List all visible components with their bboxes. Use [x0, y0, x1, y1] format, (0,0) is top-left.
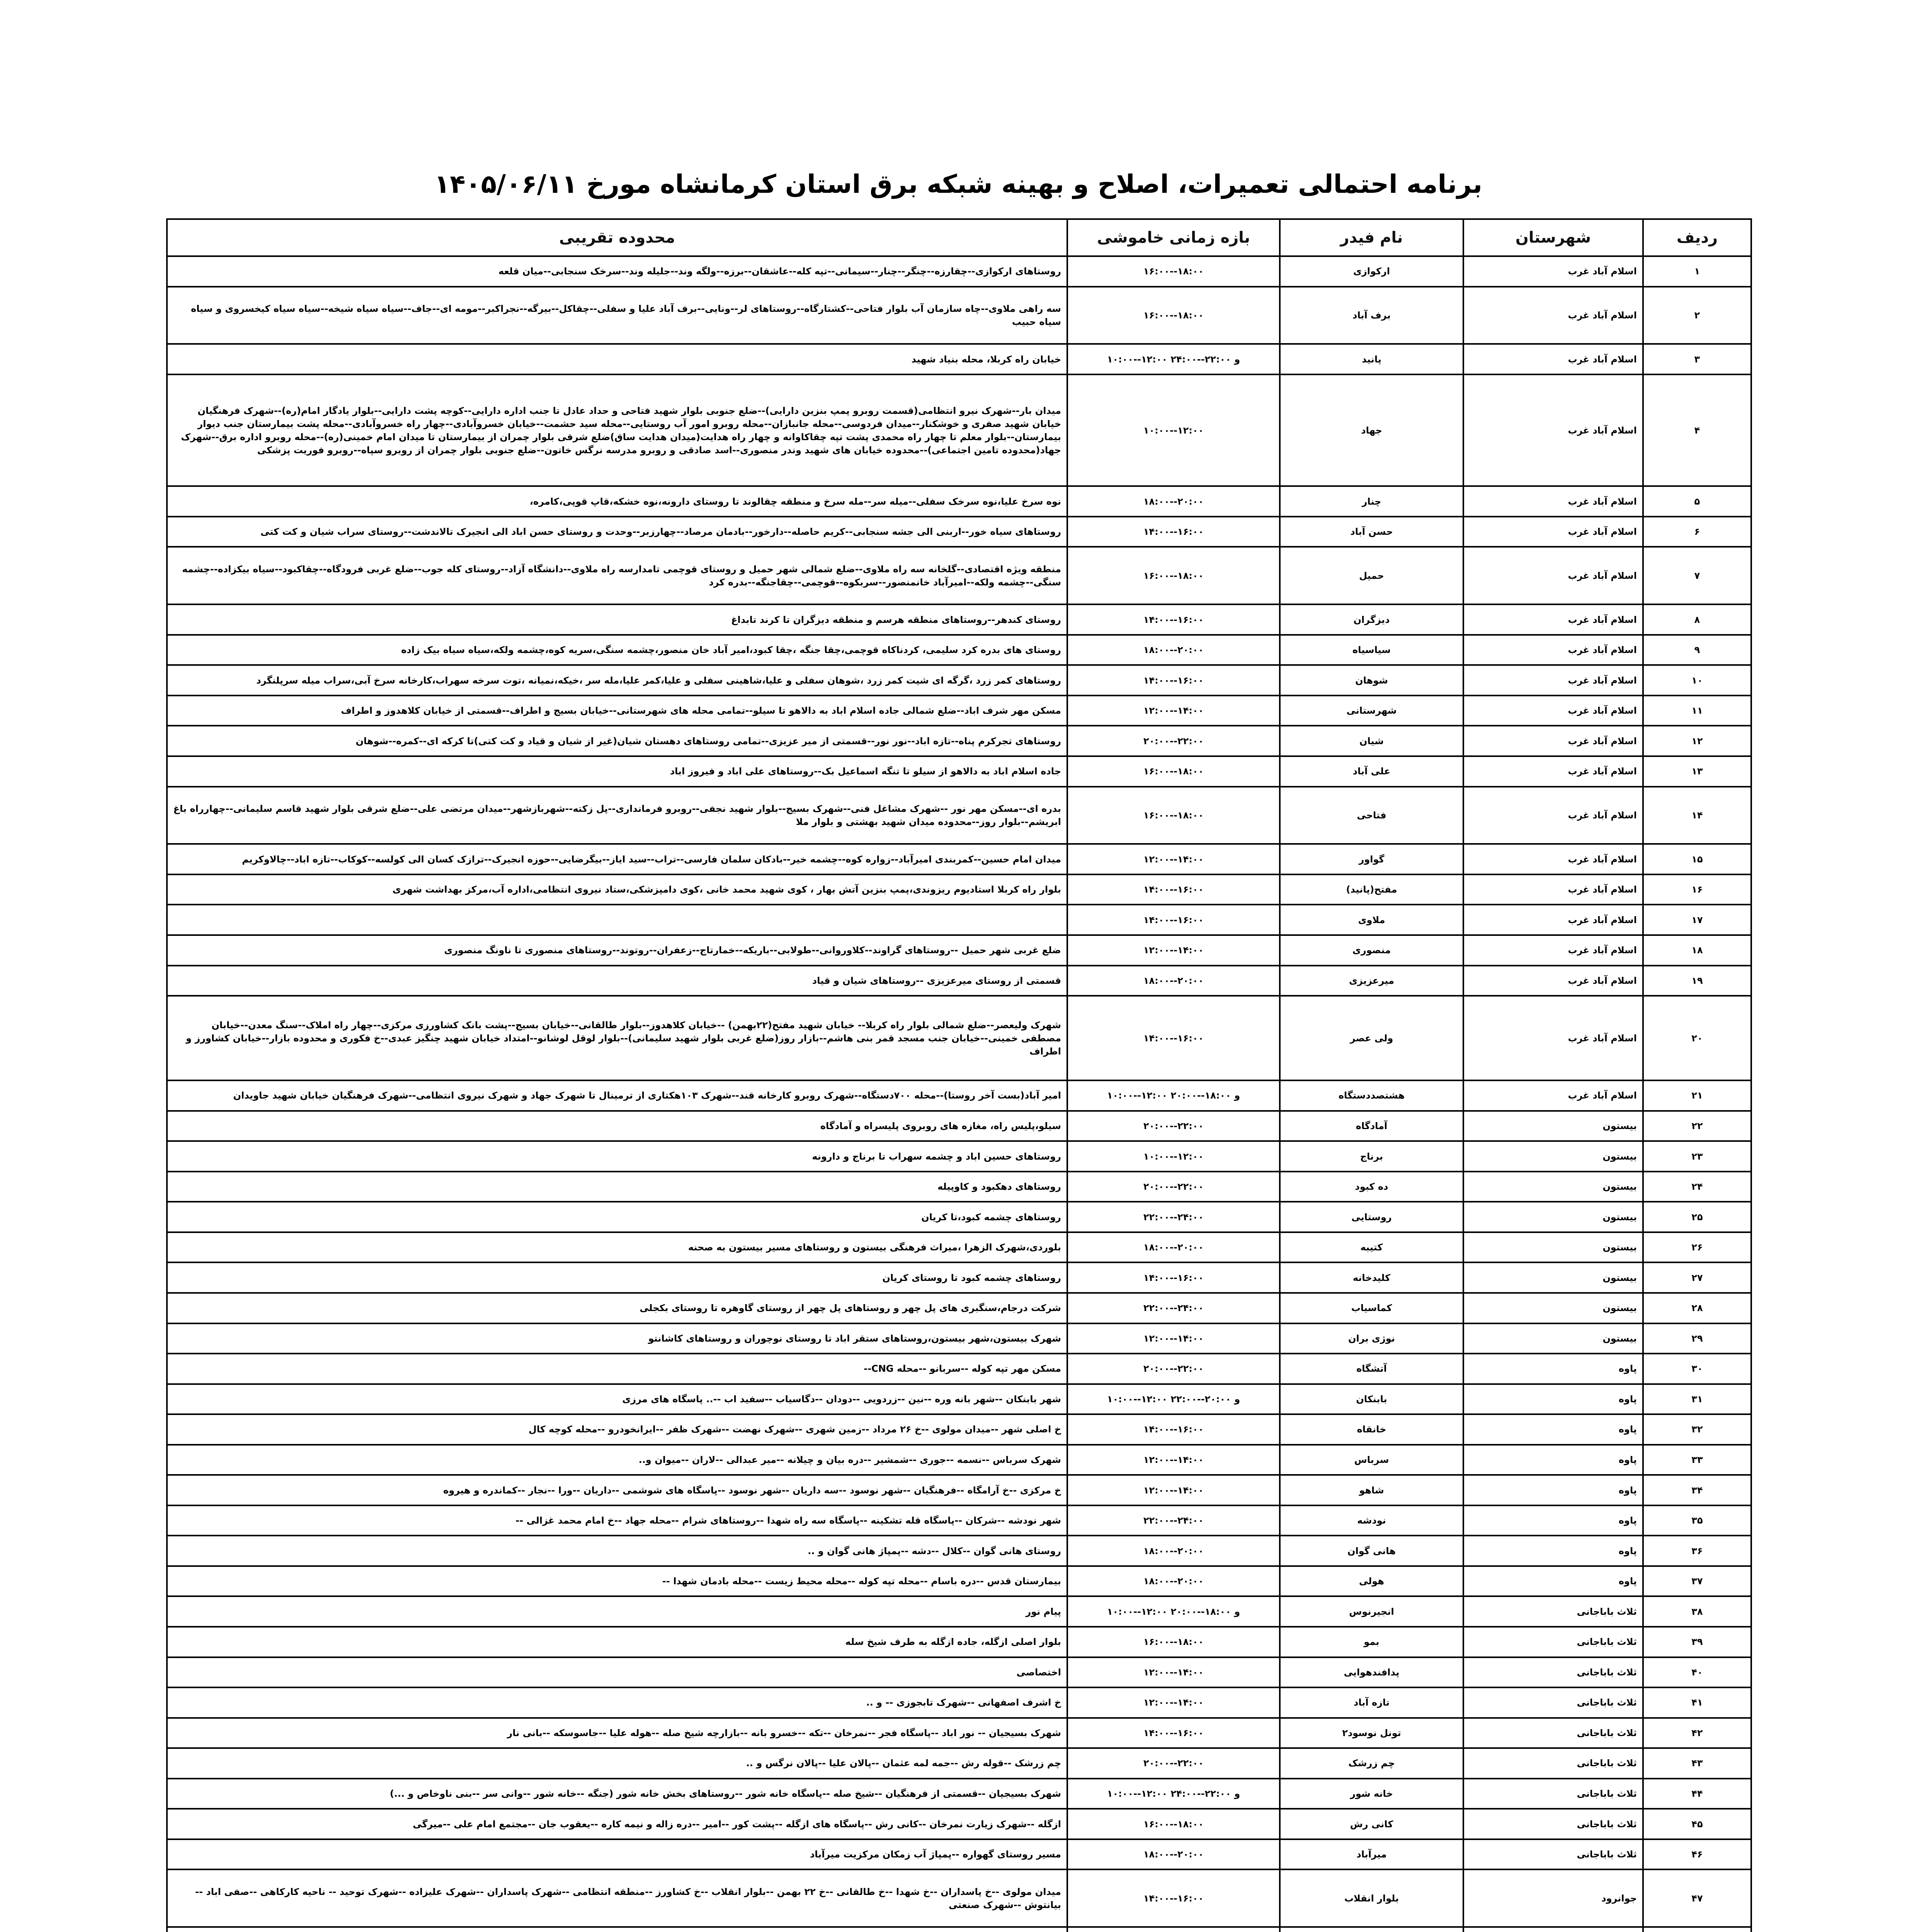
table-body: [167, 256, 1751, 1932]
table-row: [167, 1141, 1751, 1172]
area-cell: بلوردی،شهرک الزهرا ،میراث فرهنگی بیستون و روستاهای مسیر بیستون به صحنه: [167, 1232, 1067, 1263]
outage-time-cell: ۲۲:۰۰--۲۴:۰۰: [1067, 1202, 1280, 1232]
area-cell: خ اشرف اصفهانی --شهرک تابجوزی -- و ..: [167, 1687, 1067, 1718]
table-row: [167, 1354, 1751, 1384]
county-cell: اسلام آباد غرب: [1463, 787, 1643, 844]
feeder-cell: خانه شور: [1280, 1779, 1463, 1809]
area-cell: میدان امام حسین--کمربندی امیرآباد--زواره کوه--چشمه خیر--بادکان سلمان فارسی--تراب--سید ایاز--بیگرضایی--حوزه انجیرک--ترازک کسان الی کولسه--کوکاب--تازه اباد--چالاوکریم: [167, 844, 1067, 874]
table-row: [167, 1927, 1751, 1932]
row-number-cell: ۳۵: [1643, 1505, 1751, 1536]
county-cell: اسلام آباد غرب: [1463, 905, 1643, 935]
table-row: [167, 1323, 1751, 1354]
county-cell: اسلام آباد غرب: [1463, 374, 1643, 486]
table-row: [167, 844, 1751, 874]
area-cell: میدان مولوی --خ پاسداران --خ شهدا --خ طالقانی --خ ۲۲ بهمن --بلوار انقلاب --خ کشاورز --منطقه انتظامی --شهرک پاسداران --شهرک علیزاده --شهرک توحید -- ناحیه کارکاهی --صفی اباد --بیانتوش --شهرک صنعتی: [167, 1869, 1067, 1927]
county-cell: ثلاث باباجانی: [1463, 1779, 1643, 1809]
area-cell: سه راهی ملاوی--چاه سازمان آب بلوار فتاحی--کشتارگاه--روستاهای لر--ونایی--برف آباد علیا و سفلی--چقاکل--بیرگه--نجراکبر--مومه ای--جاف--سیاه سیاه شیخه--سیاه سیاه کیخسروی و سیاه سیاه حبیب: [167, 287, 1067, 344]
row-number-cell: ۱۱: [1643, 696, 1751, 726]
table-row: [167, 935, 1751, 966]
area-cell: روستاهای حسین اباد و چشمه سهراب تا برناج و دارونه: [167, 1141, 1067, 1172]
area-cell: روستاهای چشمه کبود،تا کریان: [167, 1202, 1067, 1232]
feeder-cell: ارکوازی: [1280, 256, 1463, 287]
county-cell: بیستون: [1463, 1141, 1643, 1172]
row-number-cell: ۴۵: [1643, 1809, 1751, 1839]
county-cell: پاوه: [1463, 1566, 1643, 1597]
row-number-cell: ۳۶: [1643, 1536, 1751, 1566]
county-cell: اسلام آباد غرب: [1463, 665, 1643, 696]
outage-time-cell: ۱۸:۰۰--۲۰:۰۰: [1067, 1536, 1280, 1566]
table-row: [167, 256, 1751, 287]
row-number-cell: ۳۳: [1643, 1445, 1751, 1475]
feeder-cell: چم زرشک: [1280, 1748, 1463, 1779]
outage-time-cell: ۱۸:۰۰--۲۰:۰۰: [1067, 486, 1280, 517]
area-cell: روستاهای کمر زرد ،گرگه ای شیت کمر زرد ،شوهان سفلی و علیا،شاهینی سفلی و علیا،کمر علیا،مله سر ،خیکه،نمیانه ،توت سرخه سهراب،کارخانه سرخ آبی،سراب میله سرپلنگرد: [167, 665, 1067, 696]
county-cell: بیستون: [1463, 1293, 1643, 1323]
outage-time-cell: ۲۰:۰۰--۲۲:۰۰: [1067, 1172, 1280, 1202]
area-cell: ازگله --شهرک زیارت نمرخان --کانی رش --پاسگاه های ازگله --پشت کور --امیر --دره زاله و نیمه کاره --یعقوب جان --مجتمع امام علی --میرگی: [167, 1809, 1067, 1839]
row-number-cell: ۴۷: [1643, 1869, 1751, 1927]
feeder-cell: بلوار انقلاب: [1280, 1869, 1463, 1927]
outage-time-cell: ۲۰:۰۰--۲۲:۰۰: [1067, 1354, 1280, 1384]
table-row: [167, 1718, 1751, 1748]
feeder-cell: شهرستانی: [1280, 696, 1463, 726]
row-number-cell: ۴۶: [1643, 1839, 1751, 1870]
outage-time-cell: ۱۲:۰۰--۱۴:۰۰: [1067, 1657, 1280, 1688]
table-row: [167, 1627, 1751, 1657]
county-cell: پاوه: [1463, 1384, 1643, 1415]
area-cell: روستای کندهر--روستاهای منطقه هرسم و منطقه دیزگران تا کرند تابداغ: [167, 604, 1067, 635]
feeder-cell: ده کبود: [1280, 1172, 1463, 1202]
feeder-cell: هولی: [1280, 1566, 1463, 1597]
outage-time-cell: ۱۰:۰۰--۱۲:۰۰: [1067, 1141, 1280, 1172]
county-cell: اسلام آباد غرب: [1463, 844, 1643, 874]
area-cell: شهرک بسیجیان --قسمتی از فرهنگیان --شیخ صله --پاسگاه خانه شور --روستاهای بخش خانه شور (جنگه --خانه شور --وانی سر --بنی ناوخاص و ...): [167, 1779, 1067, 1809]
county-cell: [1463, 1927, 1643, 1932]
feeder-cell: جهاد: [1280, 374, 1463, 486]
outage-time-cell: ۱۴:۰۰--۱۶:۰۰: [1067, 604, 1280, 635]
row-number-cell: ۸: [1643, 604, 1751, 635]
row-number-cell: ۴۳: [1643, 1748, 1751, 1779]
feeder-cell: شاهو: [1280, 1475, 1463, 1505]
table-row: [167, 1080, 1751, 1111]
row-number-cell: ۱۲: [1643, 726, 1751, 756]
county-cell: بیستون: [1463, 1232, 1643, 1263]
area-cell: [167, 1927, 1067, 1932]
county-cell: پاوه: [1463, 1475, 1643, 1505]
feeder-cell: منصوری: [1280, 935, 1463, 966]
area-cell: منطقه ویژه اقتصادی--گلخانه سه راه ملاوی--ضلع شمالی شهر حمیل و روستای قوچمی تامدارسه راه ملاوی--دانشگاه آزاد--روستای کله جوب--ضلع غربی فرودگاه--چقاکبود--سیاه بیکزاده--چشمه سنگی--چشمه ولکه--امیرآباد خانمنصور--سربکوه--قوچمی--چقاجنگه--بدره کرد: [167, 547, 1067, 604]
outage-time-cell: ۲۰:۰۰--۲۲:۰۰: [1067, 1748, 1280, 1779]
feeder-cell: گواور: [1280, 844, 1463, 874]
table-row: [167, 547, 1751, 604]
county-cell: اسلام آباد غرب: [1463, 635, 1643, 665]
outage-time-cell: ۱۶:۰۰--۱۸:۰۰: [1067, 256, 1280, 287]
outage-time-cell: ۱۲:۰۰--۱۴:۰۰: [1067, 1475, 1280, 1505]
table-row: [167, 1869, 1751, 1927]
outage-time-cell: [1067, 1927, 1280, 1932]
outage-time-cell: ۱۶:۰۰--۱۸:۰۰: [1067, 787, 1280, 844]
county-cell: اسلام آباد غرب: [1463, 344, 1643, 374]
row-number-cell: ۶: [1643, 517, 1751, 547]
table-row: [167, 287, 1751, 344]
feeder-cell: آتشگاه: [1280, 1354, 1463, 1384]
table-row: [167, 1172, 1751, 1202]
county-cell: اسلام آباد غرب: [1463, 604, 1643, 635]
outage-time-cell: ۱۰:۰۰--۱۲:۰۰ و ۲۰:۰۰--۲۲:۰۰: [1067, 1384, 1280, 1415]
outage-time-cell: ۱۰:۰۰--۱۲:۰۰ و ۲۲:۰۰--۲۴:۰۰: [1067, 1779, 1280, 1809]
table-row: [167, 1687, 1751, 1718]
area-cell: شهر بابنکان --شهر بانه وره --نین --زردویی --دودان --دگاسیاب --سفید اب --.. پاسگاه های مرزی: [167, 1384, 1067, 1415]
table-row: [167, 696, 1751, 726]
outage-time-cell: ۱۴:۰۰--۱۶:۰۰: [1067, 665, 1280, 696]
feeder-cell: [1280, 1927, 1463, 1932]
row-number-cell: ۴۲: [1643, 1718, 1751, 1748]
table-row: [167, 996, 1751, 1080]
outage-time-cell: ۱۲:۰۰--۱۴:۰۰: [1067, 1445, 1280, 1475]
outage-time-cell: ۱۸:۰۰--۲۰:۰۰: [1067, 1232, 1280, 1263]
column-header-county: شهرستان: [1463, 219, 1643, 256]
county-cell: اسلام آباد غرب: [1463, 726, 1643, 756]
feeder-cell: دیزگران: [1280, 604, 1463, 635]
area-cell: شهرک سرباس --نسمه --جوری --شمشیر --دره بیان و چیلانه --میر عبدالی --لاران --میوان و..: [167, 1445, 1067, 1475]
county-cell: جوانرود: [1463, 1869, 1643, 1927]
row-number-cell: ۲۸: [1643, 1293, 1751, 1323]
table-row: [167, 1536, 1751, 1566]
area-cell: [167, 905, 1067, 935]
row-number-cell: ۳۰: [1643, 1354, 1751, 1384]
row-number-cell: ۳۹: [1643, 1627, 1751, 1657]
table-row: [167, 1809, 1751, 1839]
outage-time-cell: ۱۰:۰۰--۱۲:۰۰ و ۱۸:۰۰--۲۰:۰۰: [1067, 1596, 1280, 1627]
feeder-cell: چنار: [1280, 486, 1463, 517]
outage-time-cell: ۱۶:۰۰--۱۸:۰۰: [1067, 1809, 1280, 1839]
county-cell: اسلام آباد غرب: [1463, 696, 1643, 726]
feeder-cell: کانی رش: [1280, 1809, 1463, 1839]
feeder-cell: هانی گوان: [1280, 1536, 1463, 1566]
county-cell: ثلاث باباجانی: [1463, 1748, 1643, 1779]
area-cell: شهرک بسیجیان -- نور اباد --پاسگاه فجر --نمرخان --تکه --خسرو بانه --بازارچه شیخ صله --هوله علیا --جاسوسکه --بانی نار: [167, 1718, 1067, 1748]
row-number-cell: ۲۰: [1643, 996, 1751, 1080]
outage-time-cell: ۱۴:۰۰--۱۶:۰۰: [1067, 1718, 1280, 1748]
outage-time-cell: ۱۶:۰۰--۱۸:۰۰: [1067, 756, 1280, 787]
table-row: [167, 344, 1751, 374]
outage-time-cell: ۱۴:۰۰--۱۶:۰۰: [1067, 905, 1280, 935]
area-cell: پیام نور: [167, 1596, 1067, 1627]
area-cell: روستاهای سیاه خور--اربنی الی جشه سنجابی--کریم حاصله--دارخور--بادمان مرصاد--چهارزبر--وحدت و روستای حسن اباد الی انجیرک تالاندشت--روستای سراب شیان و کت کتی: [167, 517, 1067, 547]
area-cell: مسکن مهر تپه کوله --سربانو --محله CNG--: [167, 1354, 1067, 1384]
county-cell: پاوه: [1463, 1354, 1643, 1384]
area-cell: اختصاصی: [167, 1657, 1067, 1688]
area-cell: روستاهای چشمه کبود تا روستای کریان: [167, 1262, 1067, 1293]
feeder-cell: انجیرنوس: [1280, 1596, 1463, 1627]
feeder-cell: بابنکان: [1280, 1384, 1463, 1415]
outage-time-cell: ۱۰:۰۰--۱۲:۰۰ و ۱۸:۰۰--۲۰:۰۰: [1067, 1080, 1280, 1111]
table-row: [167, 1384, 1751, 1415]
row-number-cell: ۲: [1643, 287, 1751, 344]
feeder-cell: کماسیاب: [1280, 1293, 1463, 1323]
outage-time-cell: ۲۰:۰۰--۲۲:۰۰: [1067, 1111, 1280, 1141]
area-cell: شهرک ولیعصر--ضلع شمالی بلوار راه کربلا-- خیابان شهید مفتح(۲۲بهمن) --خیابان کلاهدوز--بلوار طالقانی--خیابان بسیج--پشت بانک کشاورزی مرکزی--چهار راه املاک--سنگ معدن--خیابان مصطفی خمینی--خیابان جنب مسجد قمر بنی هاشم--بازار روز(ضلع غربی بلوار شهید سلیمانی)--بلوار لوقل لوشانو--امتداد خیابان شهید چنگیز عبدی--خ فکوری و محدوده بازار--خیابان کشاورز و اطراف: [167, 996, 1067, 1080]
row-number-cell: ۴۴: [1643, 1779, 1751, 1809]
area-cell: روستای هانی گوان --کلال --دشه --پمپاژ هانی گوان و ..: [167, 1536, 1067, 1566]
row-number-cell: [1643, 1927, 1751, 1932]
area-cell: بلوار اصلی ازگله، جاده ازگله به طرف شیخ سله: [167, 1627, 1067, 1657]
county-cell: اسلام آباد غرب: [1463, 517, 1643, 547]
county-cell: ثلاث باباجانی: [1463, 1839, 1643, 1870]
table-row: [167, 1111, 1751, 1141]
area-cell: نوه سرخ علیا،نوه سرخک سفلی--میله سر--مله سرخ و منطقه چقالوند تا روستای دارونه،نوه خشکه،قاپ قوپی،کامره،: [167, 486, 1067, 517]
table-row: [167, 1445, 1751, 1475]
feeder-cell: پانید: [1280, 344, 1463, 374]
outage-time-cell: ۱۸:۰۰--۲۰:۰۰: [1067, 966, 1280, 996]
county-cell: اسلام آباد غرب: [1463, 996, 1643, 1080]
table-row: [167, 604, 1751, 635]
table-row: [167, 1748, 1751, 1779]
table-row: [167, 1657, 1751, 1688]
feeder-cell: نوژی بران: [1280, 1323, 1463, 1354]
county-cell: پاوه: [1463, 1414, 1643, 1445]
row-number-cell: ۱: [1643, 256, 1751, 287]
feeder-cell: شوهان: [1280, 665, 1463, 696]
table-row: [167, 966, 1751, 996]
feeder-cell: هشتصددستگاه: [1280, 1080, 1463, 1111]
feeder-cell: میرآباد: [1280, 1839, 1463, 1870]
row-number-cell: ۵: [1643, 486, 1751, 517]
table-row: [167, 726, 1751, 756]
outage-time-cell: ۱۴:۰۰--۱۶:۰۰: [1067, 1869, 1280, 1927]
table-row: [167, 374, 1751, 486]
table-row: [167, 1293, 1751, 1323]
feeder-cell: تازه آباد: [1280, 1687, 1463, 1718]
feeder-cell: کتیبه: [1280, 1232, 1463, 1263]
feeder-cell: فتاحی: [1280, 787, 1463, 844]
area-cell: مسکن مهر شرف اباد--ضلع شمالی جاده اسلام اباد به دالاهو تا سیلو--تمامی محله های شهرستانی--خیابان بسیج و اطراف--قسمتی از خیابان کلاهدوز و اطراف: [167, 696, 1067, 726]
outage-time-cell: ۱۲:۰۰--۱۴:۰۰: [1067, 935, 1280, 966]
county-cell: بیستون: [1463, 1172, 1643, 1202]
table-row: [167, 635, 1751, 665]
county-cell: اسلام آباد غرب: [1463, 756, 1643, 787]
area-cell: بیمارستان قدس --دره باسام --محله تپه کوله --محله محیط زیست --محله بادمان شهدا --: [167, 1566, 1067, 1597]
area-cell: امیر آباد(بست آخر روستا)--محله ۷۰۰دستگاه--شهرک روبرو کارخانه قند--شهرک ۱۰۳هکتاری از ترمینال تا شهرک جهاد و شهرک نیروی انتظامی--شهرک فرهنگیان خیابان شهید جاویدان: [167, 1080, 1067, 1111]
table-row: [167, 1202, 1751, 1232]
column-header-feeder: نام فیدر: [1280, 219, 1463, 256]
county-cell: اسلام آباد غرب: [1463, 966, 1643, 996]
feeder-cell: روستایی: [1280, 1202, 1463, 1232]
feeder-cell: پدافندهوایی: [1280, 1657, 1463, 1688]
table-row: [167, 665, 1751, 696]
feeder-cell: حمیل: [1280, 547, 1463, 604]
feeder-cell: شیان: [1280, 726, 1463, 756]
area-cell: قسمتی از روستای میرعزیزی --روستاهای شیان و قیاد: [167, 966, 1067, 996]
area-cell: خ اصلی شهر --میدان مولوی --خ ۲۶ مرداد --زمین شهری --شهرک نهضت --شهرک ظفر --ایرانخودرو --محله کوچه کال: [167, 1414, 1067, 1445]
county-cell: ثلاث باباجانی: [1463, 1657, 1643, 1688]
outage-time-cell: ۱۴:۰۰--۱۶:۰۰: [1067, 1262, 1280, 1293]
feeder-cell: برف آباد: [1280, 287, 1463, 344]
feeder-cell: ولی عصر: [1280, 996, 1463, 1080]
county-cell: ثلاث باباجانی: [1463, 1809, 1643, 1839]
row-number-cell: ۹: [1643, 635, 1751, 665]
feeder-cell: مفتح(پانید): [1280, 874, 1463, 905]
row-number-cell: ۱۳: [1643, 756, 1751, 787]
row-number-cell: ۱۸: [1643, 935, 1751, 966]
row-number-cell: ۳۷: [1643, 1566, 1751, 1597]
table-row: [167, 1475, 1751, 1505]
outage-time-cell: ۱۶:۰۰--۱۸:۰۰: [1067, 1627, 1280, 1657]
area-cell: روستاهای دهکبود و کاوپیله: [167, 1172, 1067, 1202]
column-header-outage-time: بازه زمانی خاموشی: [1067, 219, 1280, 256]
feeder-cell: ملاوی: [1280, 905, 1463, 935]
row-number-cell: ۲۷: [1643, 1262, 1751, 1293]
table-row: [167, 486, 1751, 517]
county-cell: بیستون: [1463, 1323, 1643, 1354]
county-cell: پاوه: [1463, 1445, 1643, 1475]
outage-time-cell: ۱۴:۰۰--۱۶:۰۰: [1067, 517, 1280, 547]
outage-time-cell: ۱۴:۰۰--۱۶:۰۰: [1067, 874, 1280, 905]
area-cell: خیابان راه کربلا، محله بنیاد شهید: [167, 344, 1067, 374]
row-number-cell: ۱۷: [1643, 905, 1751, 935]
area-cell: روستای های بدره کرد سلیمی، کردناکاه قوچمی،چقا جنگه ،چقا کبود،امیر آباد خان منصور،چشمه سنگی،سریه کوه،چشمه ولکه،سیاه سیاه بیک زاده: [167, 635, 1067, 665]
row-number-cell: ۴۱: [1643, 1687, 1751, 1718]
outage-schedule-table: [166, 218, 1752, 1932]
county-cell: پاوه: [1463, 1505, 1643, 1536]
outage-time-cell: ۲۰:۰۰--۲۲:۰۰: [1067, 726, 1280, 756]
feeder-cell: میرعزیزی: [1280, 966, 1463, 996]
outage-time-cell: ۱۸:۰۰--۲۰:۰۰: [1067, 1566, 1280, 1597]
area-cell: شهر نودشه --شرکان --پاسگاه قله تشکینه --پاسگاه سه راه شهدا --روستاهای شرام --محله جهاد --خ امام محمد غزالی --: [167, 1505, 1067, 1536]
county-cell: ثلاث باباجانی: [1463, 1596, 1643, 1627]
outage-time-cell: ۲۲:۰۰--۲۴:۰۰: [1067, 1293, 1280, 1323]
table-row: [167, 1779, 1751, 1809]
county-cell: بیستون: [1463, 1262, 1643, 1293]
area-cell: شهرک بیستون،شهر بیستون،روستاهای ستقر اباد تا روستای نوچوران و روستاهای کاشانتو: [167, 1323, 1067, 1354]
outage-time-cell: ۱۲:۰۰--۱۴:۰۰: [1067, 696, 1280, 726]
county-cell: اسلام آباد غرب: [1463, 874, 1643, 905]
row-number-cell: ۲۴: [1643, 1172, 1751, 1202]
area-cell: روستاهای ارکوازی--چقارزه--چنگر--چنار--سیمانی--تپه کله--عاشقان--برزه--ولگه وند--جلیله وند--سرخک سنجابی--میان قلعه: [167, 256, 1067, 287]
table-row: [167, 905, 1751, 935]
row-number-cell: ۱۴: [1643, 787, 1751, 844]
row-number-cell: ۱۶: [1643, 874, 1751, 905]
feeder-cell: نودشه: [1280, 1505, 1463, 1536]
table-row: [167, 1505, 1751, 1536]
row-number-cell: ۳۴: [1643, 1475, 1751, 1505]
row-number-cell: ۱۵: [1643, 844, 1751, 874]
feeder-cell: برناج: [1280, 1141, 1463, 1172]
row-number-cell: ۱۰: [1643, 665, 1751, 696]
feeder-cell: خانقاه: [1280, 1414, 1463, 1445]
outage-time-cell: ۱۰:۰۰--۱۲:۰۰: [1067, 374, 1280, 486]
table-row: [167, 1839, 1751, 1870]
row-number-cell: ۲۱: [1643, 1080, 1751, 1111]
row-number-cell: ۷: [1643, 547, 1751, 604]
outage-time-cell: ۱۲:۰۰--۱۴:۰۰: [1067, 1687, 1280, 1718]
row-number-cell: ۴: [1643, 374, 1751, 486]
table-row: [167, 517, 1751, 547]
area-cell: سیلو،پلیس راه، مغازه های روبروی پلیسراه و آمادگاه: [167, 1111, 1067, 1141]
feeder-cell: سیاسیاه: [1280, 635, 1463, 665]
row-number-cell: ۴۰: [1643, 1657, 1751, 1688]
area-cell: ضلع غربی شهر حمیل --روستاهای گراوند--کلاوروانی--طولابی--باریکه--خمارتاج--زعفران--روتوند--روستاهای منصوری تا ناونگ منصوری: [167, 935, 1067, 966]
table-header-row: [167, 219, 1751, 256]
outage-time-cell: ۱۰:۰۰--۱۲:۰۰ و ۲۲:۰۰--۲۴:۰۰: [1067, 344, 1280, 374]
area-cell: خ مرکزی --خ آرامگاه --فرهنگیان --شهر نوسود --سه داریان --شهر نوسود --پاسگاه های شوشمی --داریان --ورا --نجار --کماندره و هیروه: [167, 1475, 1067, 1505]
area-cell: جاده اسلام اباد به دالاهو از سیلو تا تنگه اسماعیل بک--روستاهای علی اباد و فیروز اباد: [167, 756, 1067, 787]
row-number-cell: ۳: [1643, 344, 1751, 374]
row-number-cell: ۲۶: [1643, 1232, 1751, 1263]
column-header-row-number: ردیف: [1643, 219, 1751, 256]
outage-time-cell: ۱۲:۰۰--۱۴:۰۰: [1067, 1323, 1280, 1354]
column-header-area: محدوده تقریبی: [167, 219, 1067, 256]
county-cell: اسلام آباد غرب: [1463, 486, 1643, 517]
feeder-cell: آمادگاه: [1280, 1111, 1463, 1141]
outage-time-cell: ۲۲:۰۰--۲۴:۰۰: [1067, 1505, 1280, 1536]
area-cell: چم زرشک --قوله رش --جمه لمه عثمان --پالان علیا --پالان نرگس و ..: [167, 1748, 1067, 1779]
county-cell: ثلاث باباجانی: [1463, 1718, 1643, 1748]
table-row: [167, 874, 1751, 905]
county-cell: پاوه: [1463, 1536, 1643, 1566]
feeder-cell: تونل نوسود۲: [1280, 1718, 1463, 1748]
area-cell: بدره ای--مسکن مهر نور --شهرک مشاغل فنی--شهرک بسیج--بلوار شهید نجفی--روبرو فرمانداری--پل زکته--شهربازشهر--میدان مرتضی علی--ضلع شرقی بلوار شهید قاسم سلیمانی--چهارراه باغ ابریشم--بلوار روز--محدوده میدان شهید بهشتی و بلوار ملا: [167, 787, 1067, 844]
row-number-cell: ۱۹: [1643, 966, 1751, 996]
county-cell: اسلام آباد غرب: [1463, 287, 1643, 344]
row-number-cell: ۲۵: [1643, 1202, 1751, 1232]
table-row: [167, 756, 1751, 787]
area-cell: روستاهای تجرکرم پناه--تازه اباد--نور نور--قسمتی از میر عزیزی--تمامی روستاهای دهستان شیان(غیر از شیان و قیاد و کت کتی)تا کرکه ای--کمره--شوهان: [167, 726, 1067, 756]
outage-time-cell: ۱۴:۰۰--۱۶:۰۰: [1067, 1414, 1280, 1445]
outage-time-cell: ۱۶:۰۰--۱۸:۰۰: [1067, 287, 1280, 344]
area-cell: میدان بار--شهرک نیرو انتظامی(قسمت روبرو پمپ بنزین دارایی)--ضلع جنوبی بلوار شهید فتاحی و حداد عادل تا جنب اداره دارایی--کوچه پشت دارایی--بلوار یادگار امام(ره)--شهرک فرهنگیان خیابان شهید صفری و خوشکنار--میدان فردوسی--محله جانبازان--محله روبرو امور آب روستایی--محله سید حشمت--خیابان خسروآبادی--چهار راه خسروآبادی--محله پشت بیمارستان جنب دیوار بیمارستان--بلوار معلم تا چهار راه محمدی پشت تپه چقاکاوانه و چهار راه هدایت(میدان هدایت ساق)ضلع شرقی بلوار چمران از بیمارستان تا میدان امام خمینی(ره)--محله روبرو اداره برق--شهرک جهاد(محدوده تامین اجتماعی)--محدوده خیابان های شهید وندر منصوری--اسد صادقی و روبرو مدرسه نرگس خاتون--ضلع جنوبی بلوار چمران از روبرو سپاه--روبرو فوریت پزشکی: [167, 374, 1067, 486]
feeder-cell: حسن آباد: [1280, 517, 1463, 547]
table-row: [167, 1262, 1751, 1293]
feeder-cell: علی آباد: [1280, 756, 1463, 787]
outage-time-cell: ۱۲:۰۰--۱۴:۰۰: [1067, 844, 1280, 874]
outage-time-cell: ۱۸:۰۰--۲۰:۰۰: [1067, 1839, 1280, 1870]
row-number-cell: ۲۲: [1643, 1111, 1751, 1141]
table-row: [167, 1414, 1751, 1445]
county-cell: اسلام آباد غرب: [1463, 1080, 1643, 1111]
row-number-cell: ۳۲: [1643, 1414, 1751, 1445]
row-number-cell: ۲۳: [1643, 1141, 1751, 1172]
county-cell: اسلام آباد غرب: [1463, 547, 1643, 604]
area-cell: مسیر روستای گهواره --پمپاژ آب زمکان مرکزیت میرآباد: [167, 1839, 1067, 1870]
county-cell: بیستون: [1463, 1111, 1643, 1141]
county-cell: اسلام آباد غرب: [1463, 935, 1643, 966]
county-cell: اسلام آباد غرب: [1463, 256, 1643, 287]
outage-time-cell: ۱۶:۰۰--۱۸:۰۰: [1067, 547, 1280, 604]
outage-time-cell: ۱۸:۰۰--۲۰:۰۰: [1067, 635, 1280, 665]
table-row: [167, 1566, 1751, 1597]
outage-time-cell: ۱۴:۰۰--۱۶:۰۰: [1067, 996, 1280, 1080]
table-row: [167, 1232, 1751, 1263]
area-cell: بلوار راه کربلا استادیوم ریزوندی،پمپ بنزین آتش بهار ، کوی شهید محمد خانی ،کوی دامپزشکی،ستاد نیروی انتظامی،اداره آب،مرکز بهداشت شهری: [167, 874, 1067, 905]
feeder-cell: کلیدخانه: [1280, 1262, 1463, 1293]
county-cell: ثلاث باباجانی: [1463, 1627, 1643, 1657]
area-cell: شرکت درجام،سنگبری های پل چهر و روستاهای پل چهر از روستای گاوهره تا روستای بکجلی: [167, 1293, 1067, 1323]
table-row: [167, 1596, 1751, 1627]
feeder-cell: سرباس: [1280, 1445, 1463, 1475]
row-number-cell: ۲۹: [1643, 1323, 1751, 1354]
table-row: [167, 787, 1751, 844]
county-cell: ثلاث باباجانی: [1463, 1687, 1643, 1718]
row-number-cell: ۳۸: [1643, 1596, 1751, 1627]
page-title: برنامه احتمالی تعمیرات، اصلاح و بهینه شبکه برق استان کرمانشاه مورخ ۱۴۰۵/۰۶/۱۱: [434, 169, 1483, 199]
feeder-cell: بمو: [1280, 1627, 1463, 1657]
county-cell: بیستون: [1463, 1202, 1643, 1232]
row-number-cell: ۳۱: [1643, 1384, 1751, 1415]
